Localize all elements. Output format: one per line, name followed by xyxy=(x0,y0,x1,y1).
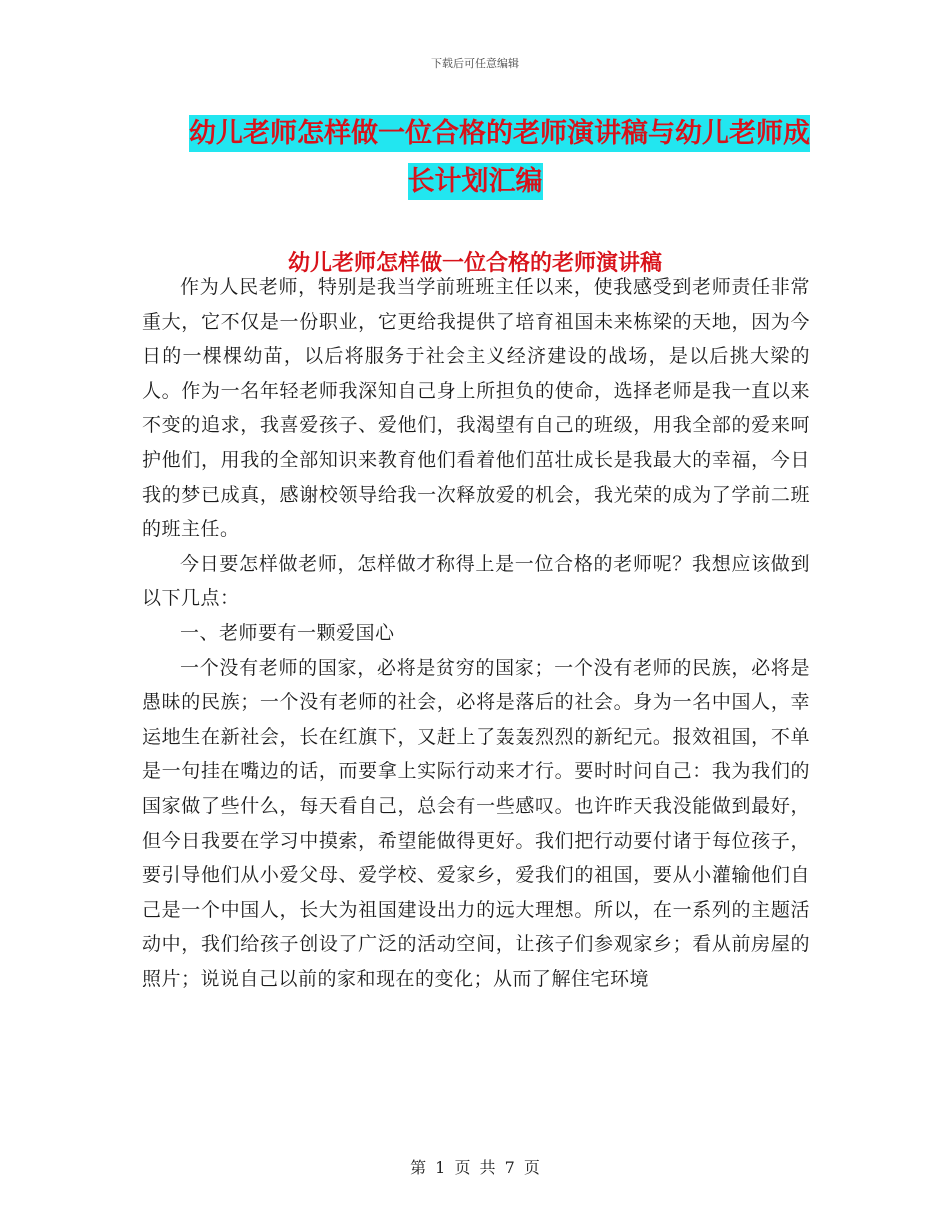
title-line-2: 长计划汇编 xyxy=(408,163,543,200)
document-title xyxy=(140,110,810,206)
paragraph: 一、老师要有一颗爱国心 xyxy=(180,621,395,644)
document-body xyxy=(142,270,810,996)
paragraph: 作为人民老师，特别是我当学前班班主任以来，使我感受到老师责任非常重大，它不仅是一份职业，它更给我提供了培育祖国未来栋梁的天地，因为今日的一棵棵幼苗，以后将服务于社会主义经济建设的战场，是以后挑大梁的人。作为一名年轻老师我深知自己身上所担负的使命，选择老师是我一直以来不变的追求，我喜爱孩子、爱他们，我渴望有自己的班级，用我全部的爱来呵护他们，用我的全部知识来教育他们看着他们茁壮成长是我最大的幸福，今日我的梦已成真，感谢校领导给我一次释放爱的机会，我光荣的成为了学前二班的班主任。 xyxy=(142,276,810,541)
paragraph: 一个没有老师的国家，必将是贫穷的国家；一个没有老师的民族，必将是愚昧的民族；一个没有老师的社会，必将是落后的社会。身为一名中国人，幸运地生在新社会，长在红旗下，又赶上了轰轰烈烈的新纪元。报效祖国，不单是一句挂在嘴边的话，而要拿上实际行动来才行。要时时问自己：我为我们的国家做了些什么，每天看自己，总会有一些感叹。也许昨天我没能做到最好，但今日我要在学习中摸索，希望能做得更好。我们把行动要付诸于每位孩子，要引导他们从小爱父母、爱学校、爱家乡，爱我们的祖国，要从小灌输他们自己是一个中国人，长大为祖国建设出力的远大理想。所以，在一系列的主题活动中，我们给孩子创设了广泛的活动空间，让孩子们参观家乡；看从前房屋的照片；说说自己以前的家和现在的变化；从而了解住宅环境 xyxy=(142,656,810,990)
paragraph: 今日要怎样做老师，怎样做才称得上是一位合格的老师呢？我想应该做到以下几点： xyxy=(142,552,810,610)
title-line-1: 幼儿老师怎样做一位合格的老师演讲稿与幼儿老师成 xyxy=(189,115,810,152)
header-note: 下载后可任意编辑 xyxy=(431,57,519,70)
page-number-footer: 第 1 页 共 7 页 xyxy=(410,1158,540,1177)
section-title: 幼儿老师怎样做一位合格的老师演讲稿 xyxy=(287,251,662,276)
